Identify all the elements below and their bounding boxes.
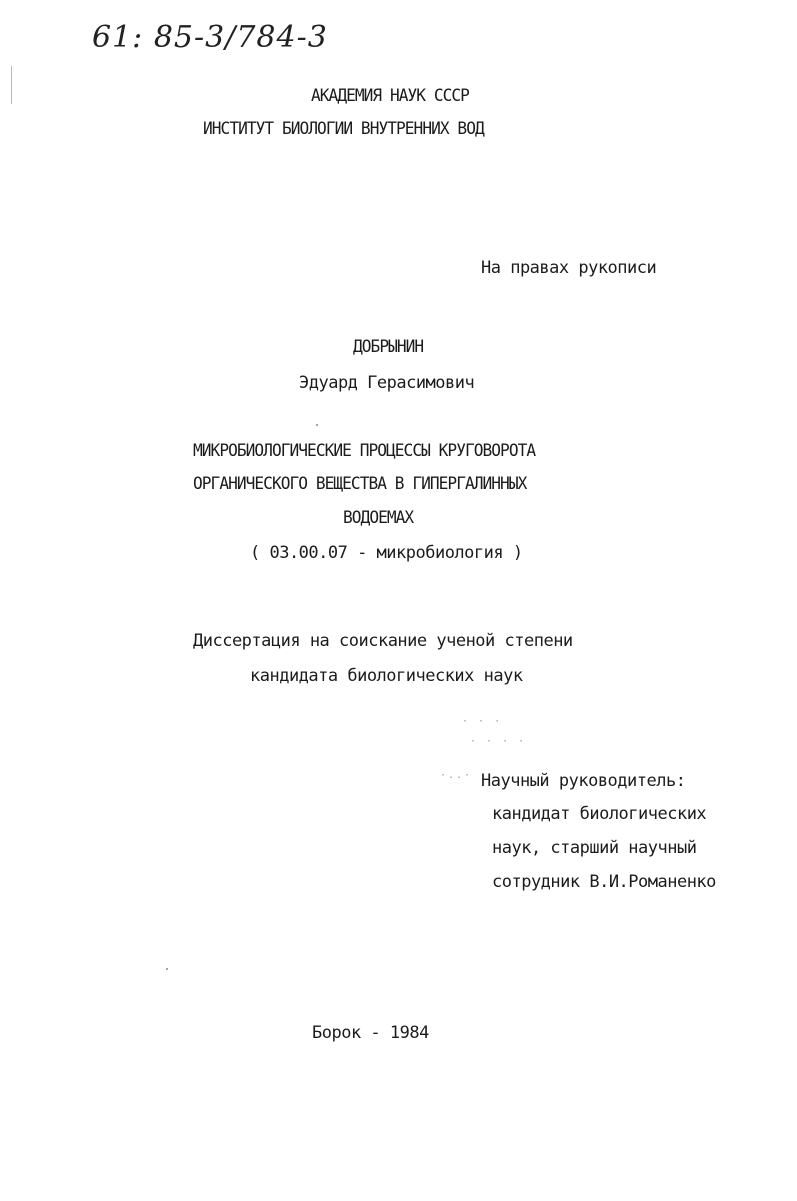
supervisor-line-2: кандидат биологических: [492, 804, 707, 824]
specialty-code: ( 03.00.07 - микробиология ): [250, 543, 523, 563]
author-given-names: Эдуард Герасимович: [299, 373, 475, 393]
author-surname: ДОБРЫНИН: [353, 337, 424, 357]
title-line-3: ВОДОЕМАХ: [343, 508, 414, 528]
supervisor-line-4: сотрудник В.И.Романенко: [492, 872, 716, 892]
paper-speck: [316, 424, 318, 426]
academy-name: АКАДЕМИЯ НАУК СССР: [311, 86, 469, 106]
supervisor-line-3: наук, старший научный: [492, 838, 697, 858]
paper-speck: · · ·: [462, 716, 503, 727]
paper-speck: [166, 968, 168, 970]
manuscript-note: На правах рукописи: [481, 258, 657, 278]
title-line-2: ОРГАНИЧЕСКОГО ВЕЩЕСТВА В ГИПЕРГАЛИННЫХ: [193, 474, 527, 494]
title-line-1: МИКРОБИОЛОГИЧЕСКИЕ ПРОЦЕССЫ КРУГОВОРОТА: [193, 441, 536, 461]
paper-speck: ·..·: [440, 770, 473, 781]
supervisor-line-1: Научный руководитель:: [481, 771, 686, 791]
paper-speck: · · · ·: [470, 736, 527, 747]
degree-line-1: Диссертация на соискание ученой степени: [193, 631, 573, 651]
margin-mark: [11, 66, 12, 104]
archive-mark: 61: 85-3/784-3: [92, 20, 328, 55]
institute-name: ИНСТИТУТ БИОЛОГИИ ВНУТРЕННИХ ВОД: [203, 119, 484, 139]
degree-line-2: кандидата биологических наук: [250, 666, 523, 686]
place-year: Борок - 1984: [312, 1023, 429, 1043]
